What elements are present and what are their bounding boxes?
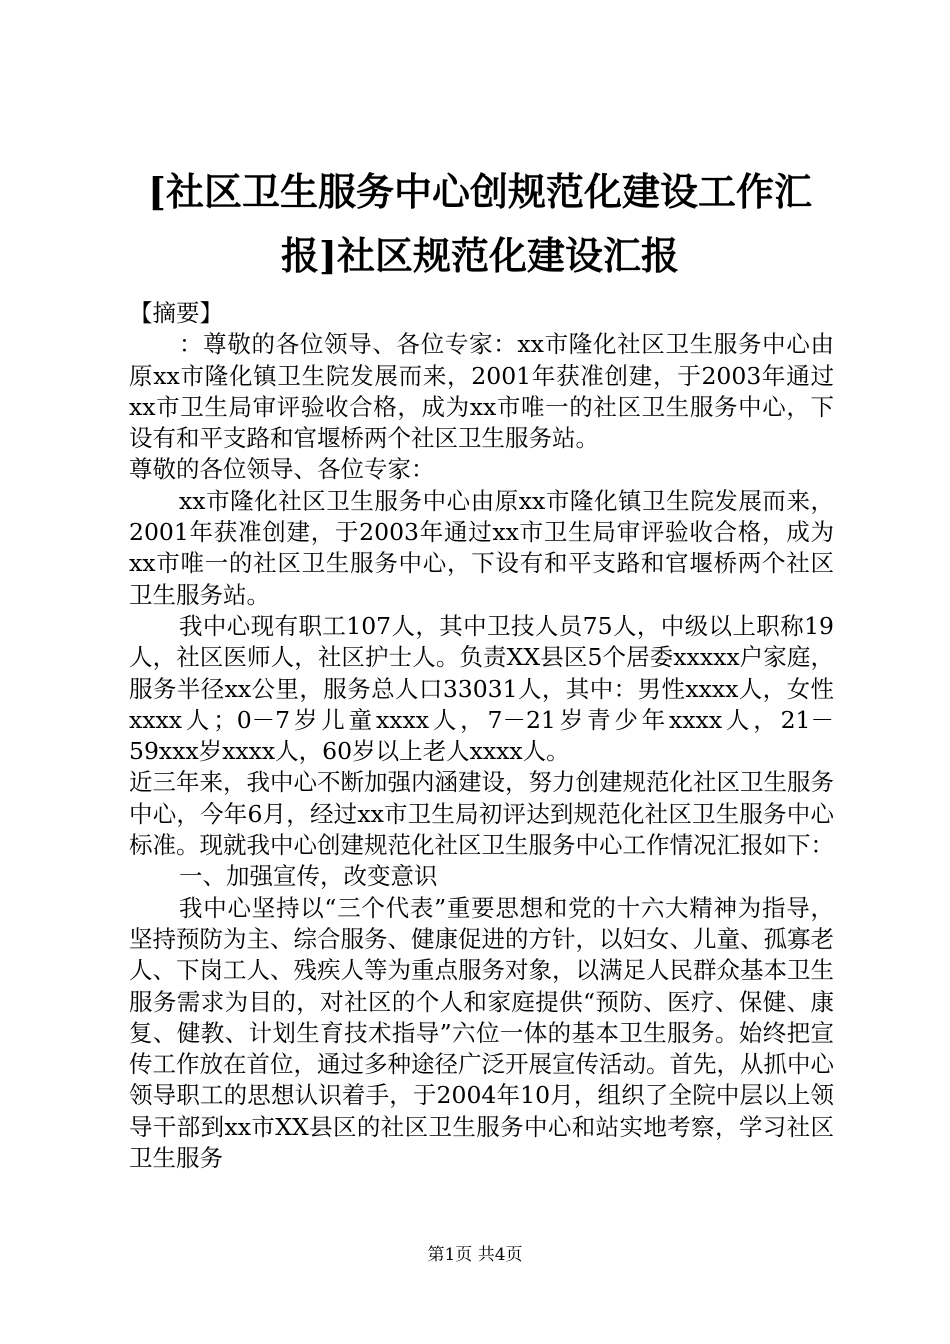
document-title: [社区卫生服务中心创规范化建设工作汇报]社区规范化建设汇报 [148,169,812,278]
paragraph-section-1: 我中心坚持以“三个代表”重要思想和党的十六大精神为指导，坚持预防为主、综合服务、健康促进的方针，以妇女、儿童、孤寡老人、下岗工人、残疾人等为重点服务对象，以满足人民群众基本卫生服务需求为目的，对社区的个人和家庭提供“预防、医疗、保健、康复、健教、计划生育技术指导”六位一体的基本卫生服务。始终把宣传工作放在首位，通过多种途径广泛开展宣传活动。首先，从抓中心领导职工的思想认识着手，于2004年10月，组织了全院中层以上领导干部到xx市XX县区的社区卫生服务中心和站实地考察，学习社区卫生服务 [129,893,834,1173]
salutation: 尊敬的各位领导、各位专家： [129,455,435,484]
abstract-label: 【摘要】 [129,299,223,327]
section-heading-1: 一、加强宣传，改变意识 [179,862,438,891]
paragraph-recent: 近三年来，我中心不断加强内涵建设，努力创建规范化社区卫生服务中心，今年6月，经过xx市卫生局初评达到规范化社区卫生服务中心标准。现就我中心创建规范化社区卫生服务中心工作情况汇报如下： [129,768,834,860]
paragraph-intro: xx市隆化社区卫生服务中心由原xx市隆化镇卫生院发展而来，2001年获准创建，于2003年通过xx市卫生局审评验收合格，成为xx市唯一的社区卫生服务中心，下设有和平支路和官堰桥两个社区卫生服务站。 [129,486,834,609]
page-footer: 第1页 共4页 [427,1245,523,1265]
document-body [129,298,834,1174]
paragraph-staff: 我中心现有职工107人，其中卫技人员75人，中级以上职称19人，社区医师人，社区护士人。负责XX县区5个居委xxxxx户家庭，服务半径xx公里，服务总人口33031人，其中：男性xxxx人，女性xxxx人；0－7岁儿童xxxx人，7－21岁青少年xxxx人，21－59xxx岁xxxx人，60岁以上老人xxxx人。 [129,611,834,766]
abstract-paragraph: ：尊敬的各位领导、各位专家：xx市隆化社区卫生服务中心由原xx市隆化镇卫生院发展而来，2001年获准创建，于2003年通过xx市卫生局审评验收合格，成为xx市唯一的社区卫生服务中心，下设有和平支路和官堰桥两个社区卫生服务站。 [129,330,834,453]
